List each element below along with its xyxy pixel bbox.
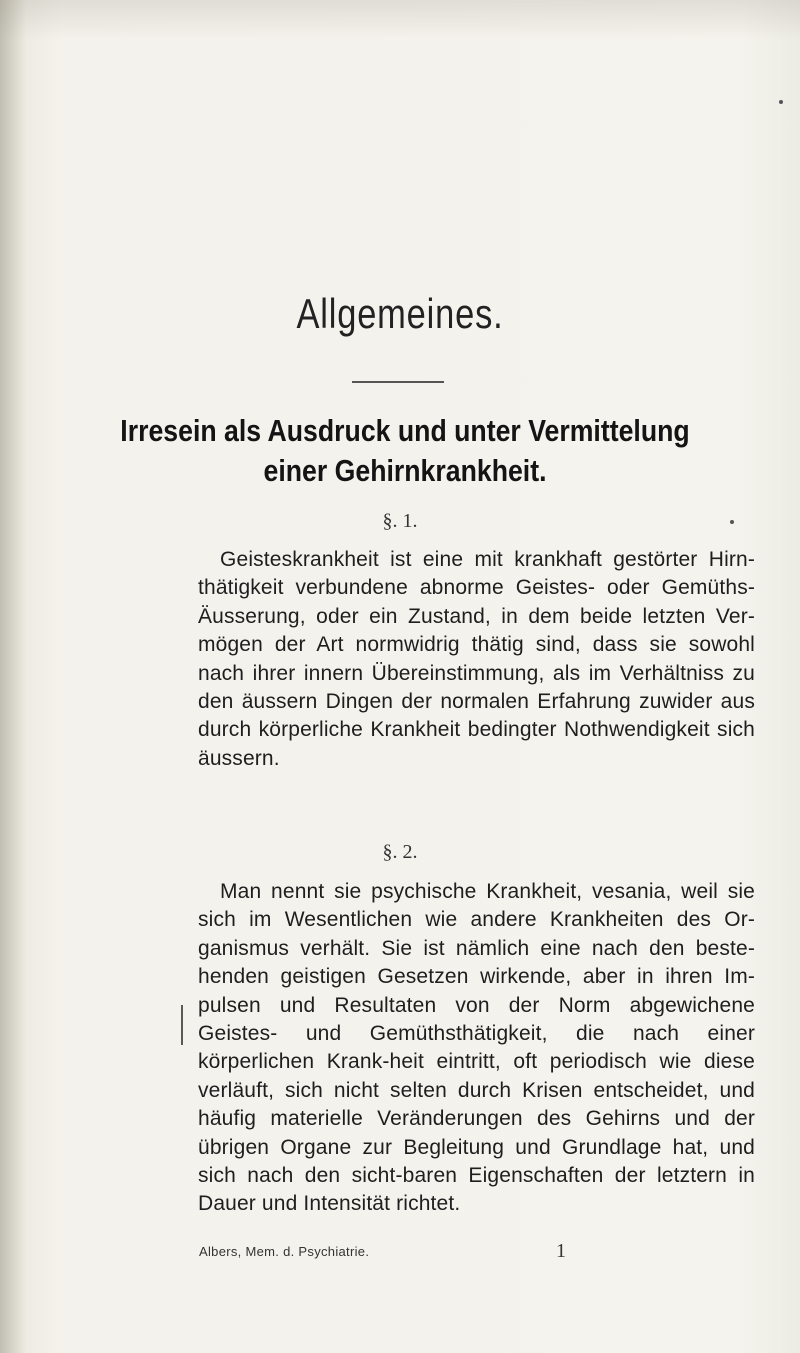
chapter-title: Irresein als Ausdruck und unter Vermittelung einer Gehirnkrankheit. bbox=[120, 413, 690, 488]
heading-divider bbox=[352, 381, 444, 383]
sheet-number: 1 bbox=[556, 1240, 566, 1262]
page-gutter-shadow bbox=[0, 0, 26, 1353]
page-top-shadow bbox=[0, 0, 800, 40]
section-text-1: Geisteskrankheit ist eine mit krankhaft gestörter Hirn-thätigkeit verbundene abnorme Geistes- oder Gemüths-Äusserung, oder ein Zustand, in dem beide letzten Ver-mögen der Art normwidrig thätig sind, dass sie sowohl nach ihrer innern Übereinstimmung, als im Verhältniss zu den äussern Dingen der normalen Erfahrung zuwider aus durch körperliche Krankheit bedingter Nothwendigkeit sich äussern. bbox=[198, 548, 755, 770]
margin-mark bbox=[181, 1005, 183, 1045]
section-paragraph-2 bbox=[198, 878, 755, 1219]
print-speck bbox=[730, 520, 734, 524]
section-paragraph-1 bbox=[198, 546, 755, 773]
section-mark-1: §. 1. bbox=[382, 510, 418, 532]
page-heading: Allgemeines. bbox=[296, 290, 504, 337]
section-text-2: Man nennt sie psychische Krankheit, vesania, weil sie sich im Wesentlichen wie andere Krankheiten des Or-ganismus verhält. Sie ist nämlich eine nach den beste-henden geistigen Gesetzen wirkende, aber in ihren Im-pulsen und Resultaten von der Norm abgewichene Geistes- und Gemüthsthätigkeit, die nach einer körperlichen Krank-heit eintritt, oft periodisch wie diese verläuft, sich nicht selten durch Krisen entscheidet, und häufig materielle Veränderungen des Gehirns und der übrigen Organe zur Begleitung und Grundlage hat, und sich nach den sicht-baren Eigenschaften der letztern in Dauer und Intensität richtet. bbox=[198, 880, 755, 1216]
print-speck bbox=[779, 100, 783, 104]
section-mark-2: §. 2. bbox=[382, 841, 418, 863]
signature-line: Albers, Mem. d. Psychiatrie. bbox=[199, 1244, 370, 1259]
